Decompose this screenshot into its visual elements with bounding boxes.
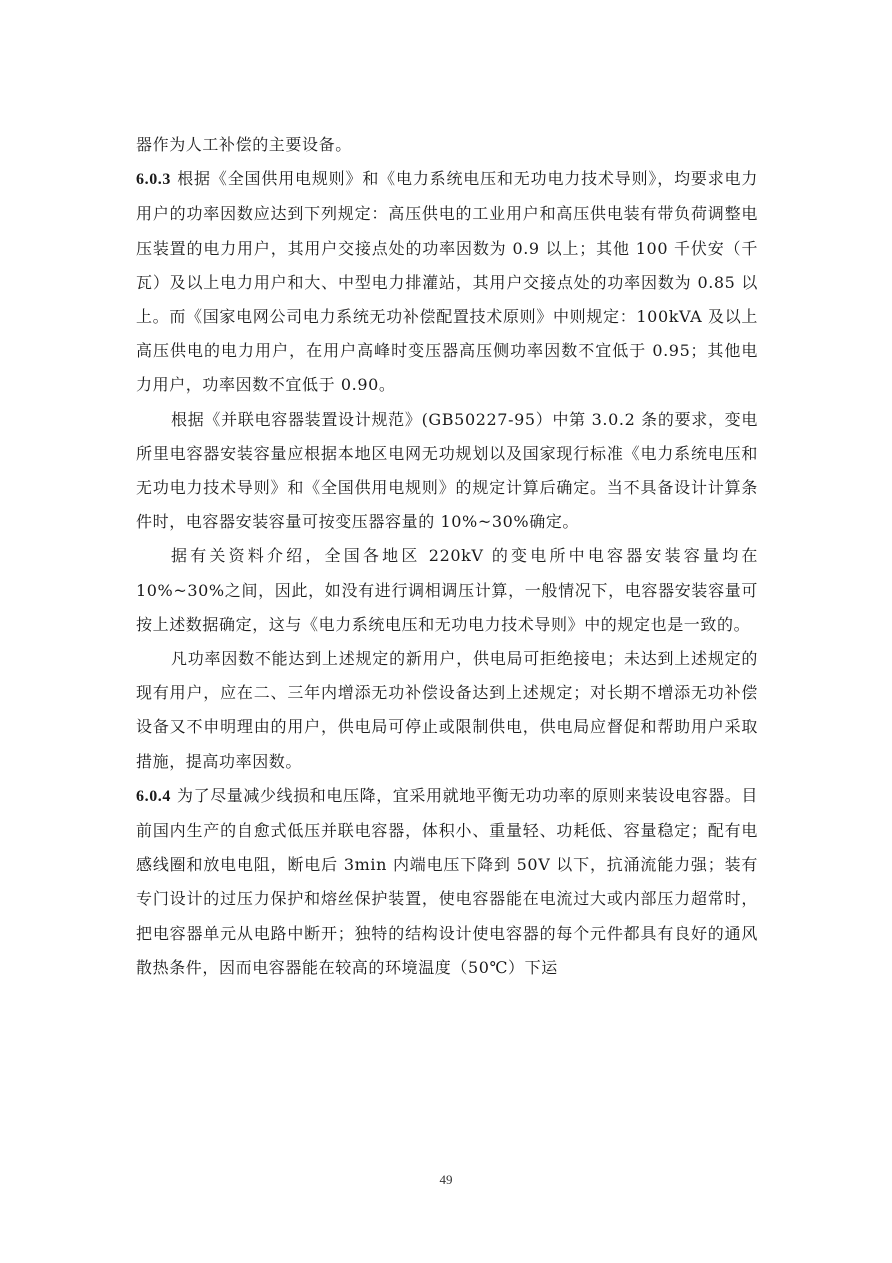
paragraph-power-factor-users: [136, 642, 758, 779]
paragraph-capacitor-standard: [136, 403, 758, 540]
paragraph-text: 凡功率因数不能达到上述规定的新用户，供电局可拒绝接电；未达到上述规定的现有用户，应在二、三年内增添无功补偿设备达到上述规定；对长期不增添无功补偿设备又不申明理由的用户，供电局可停止或限制供电，供电局应督促和帮助用户采取措施，提高功率因数。: [136, 649, 758, 771]
paragraph-text: 器作为人工补偿的主要设备。: [136, 135, 352, 154]
paragraph-continuation: [136, 128, 758, 162]
body-text: [136, 128, 758, 985]
paragraph-text: 根据《并联电容器装置设计规范》(GB50227-95）中第 3.0.2 条的要求，变电所里电容器安装容量应根据本地区电网无功规划以及国家现行标准《电力系统电压和无功电力技术导则》和《全国供用电规则》的规定计算后确定。当不具备设计计算条件时，电容器安装容量可按变压器容量的 10%~30%确定。: [136, 409, 758, 532]
paragraph-text: 根据《全国供用电规则》和《电力系统电压和无功电力技术导则》，均要求电力用户的功率因数应达到下列规定：高压供电的工业用户和高压供电装有带负荷调整电压装置的电力用户，其用户交接点处的功率因数为 0.9 以上；其他 100 千伏安（千瓦）及以上电力用户和大、中型电力排灌站，其用户交接点处的功率因数为 0.85 以上。而《国家电网公司电力系统无功补偿配置技术原则》中则规定：100kVA 及以上高压供电的电力用户，在用户高峰时变压器高压侧功率因数不宜低于 0.95；其他电力用户，功率因数不宜低于 0.90。: [136, 169, 758, 395]
paragraph-text: 为了尽量减少线损和电压降，宜采用就地平衡无功功率的原则来装设电容器。目前国内生产的自愈式低压并联电容器，体积小、重量轻、功耗低、容量稳定；配有电感线圈和放电电阻，断电后 3min 内端电压下降到 50V 以下，抗涌流能力强；装有专门设计的过压力保护和熔丝保护装置，使电容器能在电流过大或内部压力超常时，把电容器单元从电路中断开；独特的结构设计使电容器的每个元件都具有良好的通风散热条件，因而电容器能在较高的环境温度（50℃）下运: [136, 785, 759, 977]
paragraph-220kv-data: [136, 539, 758, 642]
paragraph-text: 据有关资料介绍，全国各地区 220kV 的变电所中电容器安装容量均在 10%~30%之间，因此，如没有进行调相调压计算，一般情况下，电容器安装容量可按上述数据确定，这与《电力系统电压和无功电力技术导则》中的规定也是一致的。: [136, 546, 758, 634]
clause-6-0-3: [136, 162, 758, 402]
clause-number: 6.0.4: [136, 787, 171, 805]
clause-6-0-4: [136, 779, 758, 985]
page-number: 49: [439, 1172, 453, 1187]
clause-number: 6.0.3: [136, 171, 171, 189]
